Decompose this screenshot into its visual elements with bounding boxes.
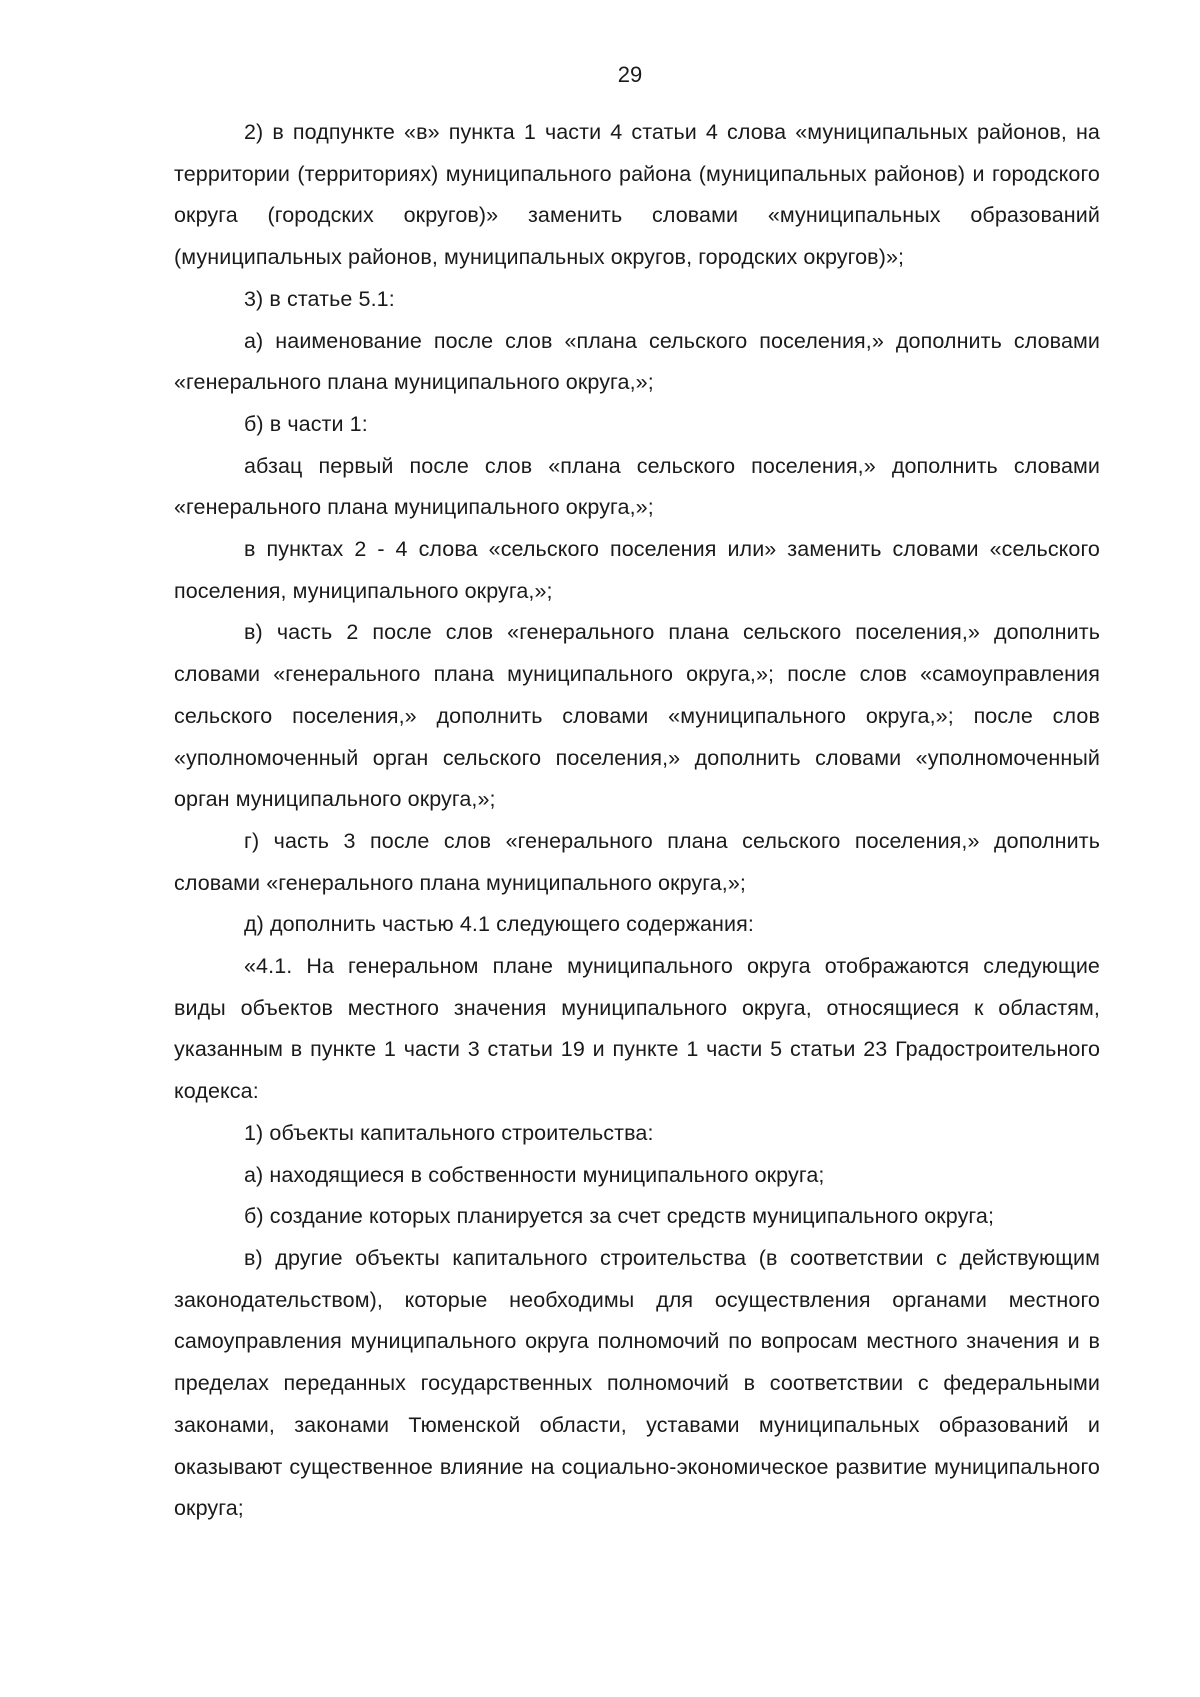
paragraph-3: а) наименование после слов «плана сельского поселения,» дополнить словами «генерального плана муниципального округа,»; <box>174 328 1100 395</box>
paragraph-14: в) другие объекты капитального строительства (в соответствии с действующим законодательством), которые необходимы для осуществления органами местного самоуправления муниципального округа полномочий по вопросам местного значения и в пределах переданных государственных полномочий в соответствии с федеральными законами, законами Тюменской области, уставами муниципальных образований и оказывают существенное влияние на социально-экономическое развитие муниципального округа; <box>174 1245 1100 1521</box>
paragraph-12: а) находящиеся в собственности муниципального округа; <box>244 1162 825 1187</box>
paragraph-4: б) в части 1: <box>244 411 368 436</box>
paragraph-2: 3) в статье 5.1: <box>244 286 395 311</box>
paragraph-6: в пунктах 2 - 4 слова «сельского поселения или» заменить словами «сельского поселения, муниципального округа,»; <box>174 537 1100 603</box>
paragraph-8: г) часть 3 после слов «генерального плана сельского поселения,» дополнить словами «генерального плана муниципального округа,»; <box>174 828 1100 895</box>
paragraph-10: «4.1. На генеральном плане муниципального округа отображаются следующие виды объектов местного значения муниципального округа, относящиеся к областям, указанным в пункте 1 части 3 статьи 19 и пункте 1 части 5 статьи 23 Градостроительного кодекса: <box>174 954 1100 1104</box>
paragraph-1: 2) в подпункте «в» пункта 1 части 4 статьи 4 слова «муниципальных районов, на территории (территориях) муниципального района (муниципальных районов) и городского округа (городских округов)» заменить словами «муниципальных образований (муниципальных районов, муниципальных округов, городских округов)»; <box>174 120 1100 270</box>
paragraph-13: б) создание которых планируется за счет средств муниципального округа; <box>244 1204 995 1229</box>
paragraph-11: 1) объекты капитального строительства: <box>244 1120 654 1145</box>
document-body <box>174 112 1100 1530</box>
paragraph-9: д) дополнить частью 4.1 следующего содержания: <box>244 912 754 937</box>
paragraph-5: абзац первый после слов «плана сельского поселения,» дополнить словами «генерального плана муниципального округа,»; <box>174 453 1100 520</box>
page-number: 29 <box>617 62 643 87</box>
paragraph-7: в) часть 2 после слов «генерального плана сельского поселения,» дополнить словами «генерального плана муниципального округа,»; после слов «самоуправления сельского поселения,» дополнить словами «муниципального округа,»; после слов «уполномоченный орган сельского поселения,» дополнить словами «уполномоченный орган муниципального округа,»; <box>174 620 1100 812</box>
